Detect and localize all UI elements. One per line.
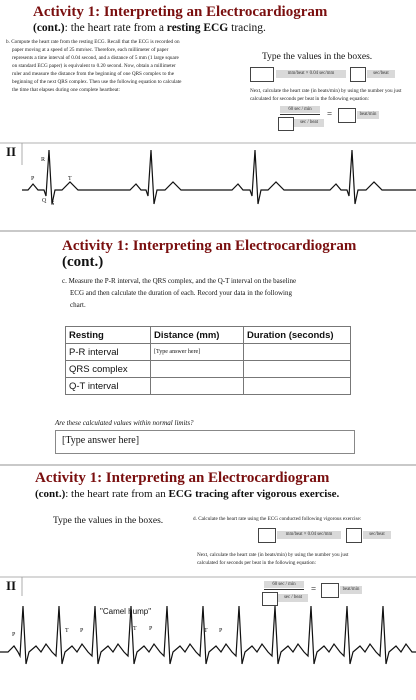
qt-duration-input[interactable] xyxy=(244,378,351,395)
panel2-instruction-line-3: chart. xyxy=(70,301,86,309)
t-wave-label: T xyxy=(204,628,208,634)
panel2-subtitle: (cont.) xyxy=(62,254,104,270)
camel-hump-label: "Camel hump" xyxy=(100,607,152,616)
eq2-denominator: sec / beat xyxy=(278,594,308,602)
normal-limits-question: Are these calculated values within normal limits? xyxy=(55,419,194,427)
eq2-numerator: 60 sec / min xyxy=(280,106,320,113)
header-distance: Distance (mm) xyxy=(151,327,244,344)
p-wave-label: P xyxy=(219,628,223,634)
type-values-hint: Type the values in the boxes. xyxy=(53,516,164,526)
interval-measurement-panel xyxy=(0,232,416,464)
eq1-factor-label: mm/beat × 0.04 sec/mm xyxy=(277,531,341,539)
p-wave-label: P xyxy=(12,632,16,638)
exercise-ecg-trace xyxy=(0,466,416,700)
s-wave-label: S xyxy=(51,201,55,207)
next-step-line-1: Next, calculate the heart rate (in beats/min) by using the number you just xyxy=(197,552,349,558)
qt-distance-input[interactable] xyxy=(151,378,244,395)
lead-label: II xyxy=(6,578,17,593)
equals-sign: = xyxy=(327,109,333,119)
qrs-duration-input[interactable] xyxy=(244,361,351,378)
p-wave-label: P xyxy=(80,628,84,634)
next-step-line-2: calculated for seconds per beat in the following equation: xyxy=(197,560,316,566)
next-step-line-1: Next, calculate the heart rate (in beats/min) by using the number you just xyxy=(250,88,402,94)
p-wave-label: P xyxy=(149,626,153,632)
row-label: Q-T interval xyxy=(66,378,151,395)
header-resting: Resting xyxy=(66,327,151,344)
type-values-hint: Type the values in the boxes. xyxy=(262,52,373,62)
qrs-distance-input[interactable] xyxy=(151,361,244,378)
p-wave-label: P xyxy=(31,176,35,182)
table-row xyxy=(66,344,351,361)
panel3-instruction: d. Calculate the heart rate using the ECG conducted following vigorous exercise: xyxy=(193,516,362,522)
row-label: QRS complex xyxy=(66,361,151,378)
table-row xyxy=(66,361,351,378)
t-wave-label: T xyxy=(65,628,69,634)
eq1-result-label: sec/beat xyxy=(363,531,391,539)
pr-distance-input[interactable]: [Type answer here] xyxy=(151,344,244,361)
panel2-title: Activity 1: Interpreting an Electrocardiogram xyxy=(62,238,357,254)
eq2-numerator: 60 sec / min xyxy=(264,581,304,588)
eq2-denominator: sec / beat xyxy=(294,119,324,127)
panel1-subtitle: (cont.): the heart rate from a resting ECG tracing. xyxy=(33,22,266,34)
panel2-instruction-line-2: ECG and then calculate the duration of each. Record your data in the following xyxy=(70,289,292,297)
eq1-factor-label: mm/beat × 0.04 sec/mm xyxy=(276,70,346,78)
interval-data-table xyxy=(65,326,351,395)
table-header-row xyxy=(66,327,351,344)
lead-label: II xyxy=(6,144,17,159)
r-wave-label: R xyxy=(41,157,46,163)
resting-ecg-trace xyxy=(0,0,416,230)
row-label: P-R interval xyxy=(66,344,151,361)
header-duration: Duration (seconds) xyxy=(244,327,351,344)
panel3-title: Activity 1: Interpreting an Electrocardiogram xyxy=(35,470,330,486)
pr-duration-input[interactable] xyxy=(244,344,351,361)
normal-limits-answer-field[interactable]: [Type answer here] xyxy=(55,430,355,454)
equals-sign: = xyxy=(311,584,317,594)
table-row xyxy=(66,378,351,395)
q-wave-label: Q xyxy=(42,198,47,204)
panel1-title: Activity 1: Interpreting an Electrocardiogram xyxy=(33,4,328,20)
t-wave-label: T xyxy=(133,626,137,632)
panel2-instruction-line-1: c. Measure the P-R interval, the QRS complex, and the Q-T interval on the baseline xyxy=(62,277,297,285)
eq2-result-label: beat/min xyxy=(340,586,362,594)
resting-ecg-panel: Activity 1: Interpreting an Electrocardiogram (cont.): the heart rate from a resting ECG tracing. b. Compute the heart rate from the resting ECG. Recall that the ECG is recorded on paper moving at a speed of 25 mm/sec. Therefore, each millimeter of paper represents a time interval of 0.04 second, and a distance of 5 mm (1 large square on standard ECG paper) is equivalent to 0.20 second. Now, obtain a millimeter ruler and measure the distance from the beginning of one QRS complex to the beginning of the next QRS complex. Then use the following equation to calculate the time that elapses during one complete heartbeat: Type the values in the boxes. mm/beat × 0.04 sec/mm sec/beat Next, calculate the heart rate (in beats/min) by using the number you just calculated for seconds per beat in the following equation: 60 sec / min sec / beat = beat/min II R P T Q S xyxy=(0,0,416,230)
exercise-ecg-panel xyxy=(0,466,416,700)
panel3-subtitle: (cont.): the heart rate from an ECG tracing after vigorous exercise. xyxy=(35,488,340,500)
next-step-line-2: calculated for seconds per beat in the following equation: xyxy=(250,96,369,102)
t-wave-label: T xyxy=(68,176,72,182)
eq1-result-label: sec/beat xyxy=(367,70,395,78)
eq2-result-label: beat/min xyxy=(357,111,379,119)
